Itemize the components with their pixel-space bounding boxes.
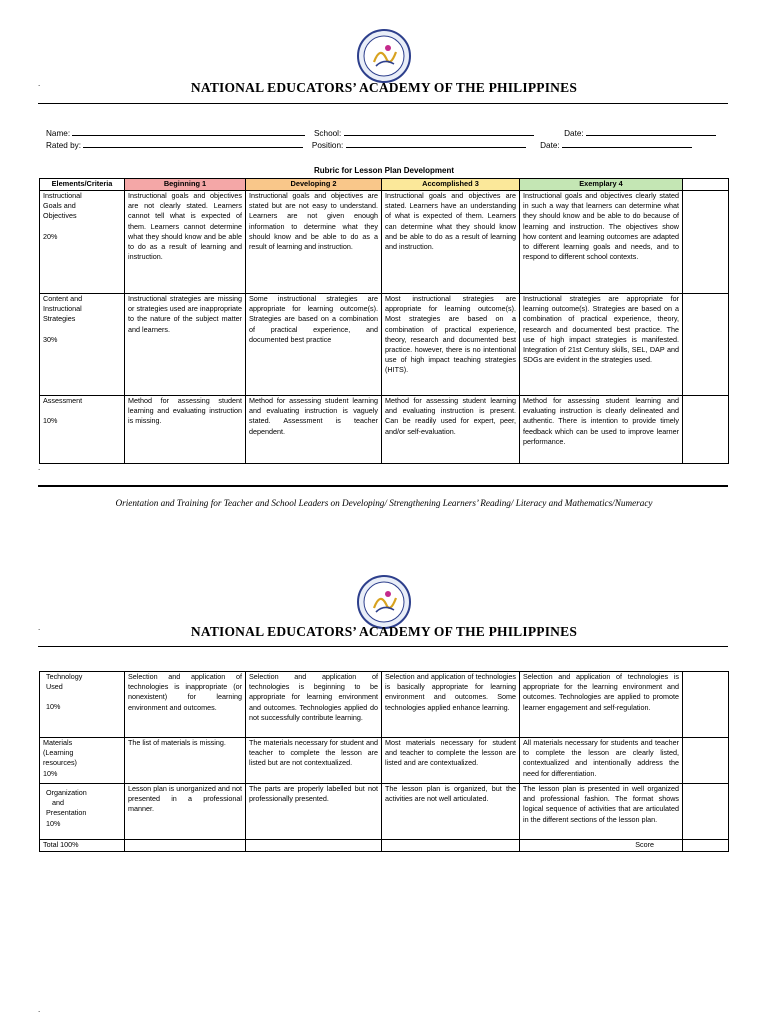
total-label: Total 100% — [40, 840, 125, 852]
beginning-cell: The list of materials is missing. — [125, 738, 246, 784]
page-divider — [38, 485, 728, 487]
page-title: NATIONAL EDUCATORS’ ACADEMY OF THE PHILIPPINES — [190, 624, 578, 639]
academy-seal-logo — [356, 574, 412, 630]
academy-seal-logo — [356, 28, 412, 84]
accomplished-cell: Most instructional strategies are appropriate for learning outcome(s). Most strategies are based on a combination of practical experience, theory, research and documented best practice. however, there is no intentional use of high impact teaching strategies (HITS). — [382, 294, 520, 396]
accomplished-cell: Instructional goals and objectives are stated. Learners have an understanding of what is expected of them. Learners can determine what they should know and be able to do as a result of learning and instruction. — [382, 191, 520, 294]
table-row — [40, 191, 729, 294]
developing-cell: Some instructional strategies are appropriate for learning outcome(s). Strategies are based on a combination of practical experience, and documented best practice — [246, 294, 382, 396]
beginning-cell: Selection and application of technologies is inappropriate (or nonexistent) for learning environment and outcomes. — [125, 672, 246, 738]
margin-mark: . — [38, 463, 41, 472]
school-field[interactable] — [344, 128, 534, 136]
exemplary-cell: Instructional goals and objectives clearly stated in such a way that learners can determine what they should know and be able to do because of learning and instruction. The objectives show how content and learning outcomes are adapted to different learning goals and needs, and to respond to different school contexts. — [520, 191, 683, 294]
header-accomplished: Accomplished 3 — [382, 179, 520, 191]
header-developing: Developing 2 — [246, 179, 382, 191]
name-field[interactable] — [72, 128, 305, 136]
form-row-1 — [46, 128, 716, 138]
beginning-cell: Method for assessing student learning and evaluating instruction is missing. — [125, 396, 246, 464]
accomplished-cell: Method for assessing student learning and evaluating instruction is present. Can be readily used for expert, peer, and/or self-evaluation. — [382, 396, 520, 464]
margin-mark: . — [38, 623, 41, 632]
criteria-cell: Assessment 10% — [40, 396, 125, 464]
criteria-cell: Instructional Goals and Objectives 20% — [40, 191, 125, 294]
score-cell[interactable] — [683, 191, 729, 294]
score-cell[interactable] — [683, 784, 729, 840]
position-label: Position: — [311, 141, 344, 150]
page-title: NATIONAL EDUCATORS’ ACADEMY OF THE PHILIPPINES — [190, 80, 578, 95]
score-cell[interactable] — [683, 738, 729, 784]
school-label: School: — [313, 129, 342, 138]
criteria-cell: Content and Instructional Strategies 30% — [40, 294, 125, 396]
developing-cell: The parts are properly labelled but not professionally presented. — [246, 784, 382, 840]
header-divider — [38, 103, 728, 104]
table-row — [40, 738, 729, 784]
total-score-cell[interactable] — [683, 840, 729, 852]
score-cell[interactable] — [683, 396, 729, 464]
form-row-2 — [46, 140, 692, 150]
exemplary-cell: Method for assessing student learning and evaluating instruction is clearly delineated and authentic. There is intention to provide timely feedback which can be used to improve learner performance. — [520, 396, 683, 464]
date-label: Date: — [564, 129, 584, 138]
beginning-cell: Instructional strategies are missing or strategies used are inappropriate to the nature of the subject matter and learners. — [125, 294, 246, 396]
rubric-table-page-1 — [39, 178, 729, 464]
score-cell[interactable] — [683, 294, 729, 396]
header-exemplary: Exemplary 4 — [520, 179, 683, 191]
date-label-2: Date: — [540, 141, 560, 150]
date-field[interactable] — [586, 128, 716, 136]
rubric-title: Rubric for Lesson Plan Development — [313, 166, 455, 175]
developing-cell: Method for assessing student learning and evaluating instruction is vaguely stated. Assessment is teacher dependent. — [246, 396, 382, 464]
developing-cell: Selection and application of technologies is beginning to be appropriate for learning environment and outcomes. Technologies applied do not successfully contribute learning. — [246, 672, 382, 738]
total-row — [40, 840, 729, 852]
name-label: Name: — [46, 129, 71, 138]
margin-mark: . — [38, 1005, 41, 1014]
header-criteria: Elements/Criteria — [40, 179, 125, 191]
accomplished-cell: The lesson plan is organized, but the activities are not well articulated. — [382, 784, 520, 840]
exemplary-cell: Selection and application of technologies is appropriate for the learning environment and outcomes. Technologies are applied to promote learner engagement and self-regulation. — [520, 672, 683, 738]
accomplished-cell: Most materials necessary for student and teacher to complete the lesson are listed and are contextualized. — [382, 738, 520, 784]
score-label: Score — [520, 840, 683, 852]
margin-mark: . — [38, 79, 41, 88]
accomplished-cell: Selection and application of technologies is basically appropriate for learning environment and outcomes. Some technologies applied enhance learning. — [382, 672, 520, 738]
header-divider — [38, 646, 728, 647]
developing-cell: The materials necessary for student and teacher to complete the lesson are listed but are not contextualized. — [246, 738, 382, 784]
header-score — [683, 179, 729, 191]
developing-cell: Instructional goals and objectives are stated but are not easy to understand. Learners are not given enough information to determine what they should know and be able to do as a result of learning and instruction. — [246, 191, 382, 294]
table-row — [40, 396, 729, 464]
score-cell[interactable] — [683, 672, 729, 738]
criteria-cell: Organization and Presentation 10% — [40, 784, 125, 840]
criteria-cell: Materials (Learning resources) 10% — [40, 738, 125, 784]
table-row — [40, 294, 729, 396]
exemplary-cell: Instructional strategies are appropriate for learning outcome(s). Strategies are based on a combination of practical experience, theory, research and documented best practice. The use of high impact strategies is manifested. Integration of 21st Century skills, SEL, DAP and SDGs are evident in the strategies used. — [520, 294, 683, 396]
table-row — [40, 672, 729, 738]
date-field-2[interactable] — [562, 140, 692, 148]
criteria-cell: Technology Used 10% — [40, 672, 125, 738]
rated-by-field[interactable] — [83, 140, 303, 148]
exemplary-cell: All materials necessary for students and teacher to complete the lesson are clearly listed, contextualized and intentionally address the need for differentiation. — [520, 738, 683, 784]
footer-note: Orientation and Training for Teacher and School Leaders on Developing/ Strengthening Learners’ Reading/ Literacy and Mathematics/Numeracy — [115, 498, 653, 508]
position-field[interactable] — [346, 140, 526, 148]
rubric-table-page-2 — [39, 671, 729, 852]
beginning-cell: Lesson plan is unorganized and not presented in a professional manner. — [125, 784, 246, 840]
header-beginning: Beginning 1 — [125, 179, 246, 191]
rubric-header-row — [40, 179, 729, 191]
table-row — [40, 784, 729, 840]
rated-by-label: Rated by: — [46, 141, 82, 150]
exemplary-cell: The lesson plan is presented in well organized and professional fashion. The format shows logical sequence of activities that are articulated in the different sections of the lesson plan. — [520, 784, 683, 840]
beginning-cell: Instructional goals and objectives are not clearly stated. Learners cannot tell what is expected of them. Learners cannot determine what they should know and be able to do as a result of learning and instruction. — [125, 191, 246, 294]
